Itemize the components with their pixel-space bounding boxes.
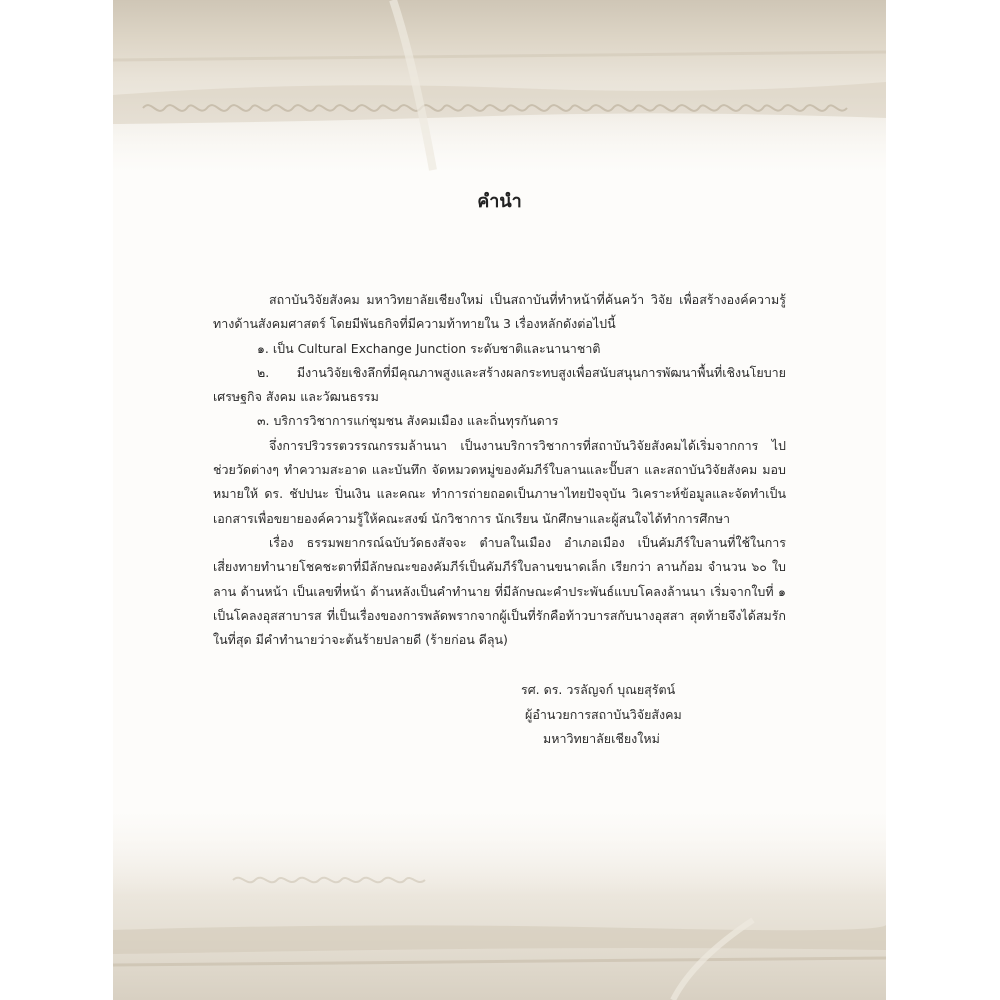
document-page (113, 0, 886, 1000)
palm-leaf-manuscript-footer-image (113, 810, 886, 1000)
foreword-body (213, 288, 786, 652)
mission-item-1: ๑. เป็น Cultural Exchange Junction ระดับชาติและนานาชาติ (257, 340, 601, 356)
signature-block (521, 678, 682, 752)
page-title: คำนำ (477, 191, 522, 212)
project-paragraph: จึ่งการปริวรรตวรรณกรรมล้านนา เป็นงานบริการวิชาการที่สถาบันวิจัยสังคมได้เริ่มจากการ ไปช่วยวัดต่างๆ ทำความสะอาด และบันทึก จัดหมวดหมู่ของคัมภีร์ใบลานและปั๊บสา และสถาบันวิจัยสังคม มอบหมายให้ ดร. ชัปปนะ ปิ่นเงิน และคณะ ทำการถ่ายถอดเป็นภาษาไทยปัจจุบัน วิเคราะห์ข้อมูลและจัดทำเป็นเอกสารเพื่อขยายองค์ความรู้ให้คณะสงฆ์ นักวิชาการ นักเรียน นักศึกษาและผู้สนใจได้ทำการศึกษา (213, 437, 786, 526)
signer-position: ผู้อำนวยการสถาบันวิจัยสังคม (525, 706, 682, 722)
mission-item-3: ๓. บริการวิชาการแก่ชุมชน สังคมเมือง และถิ่นทุรกันดาร (257, 413, 559, 429)
signer-organization: มหาวิทยาลัยเชียงใหม่ (543, 731, 660, 746)
intro-paragraph: สถาบันวิจัยสังคม มหาวิทยาลัยเชียงใหม่ เป็นสถาบันที่ทำหน้าที่ค้นคว้า วิจัย เพื่อสร้างองค์ความรู้ทางด้านสังคมศาสตร์ โดยมีพันธกิจที่มีความท้าทายใน 3 เรื่องหลักดังต่อไปนี้ (213, 292, 786, 332)
signer-name: รศ. ดร. วรลัญจก์ บุณยสุรัตน์ (521, 682, 676, 697)
manuscript-texture (113, 810, 886, 1000)
mission-item-2: ๒. มีงานวิจัยเชิงลึกที่มีคุณภาพสูงและสร้างผลกระทบสูงเพื่อสนับสนุนการพัฒนาพื้นที่เชิงนโยบาย เศรษฐกิจ สังคม และวัฒนธรรม (213, 364, 786, 405)
manuscript-texture (113, 0, 886, 175)
palm-leaf-manuscript-header-image (113, 0, 886, 175)
story-paragraph: เรื่อง ธรรมพยากรณ์ฉบับวัดธงสัจจะ ตำบลในเมือง อำเภอเมือง เป็นคัมภีร์ใบลานที่ใช้ในการเสี่ยงทายทำนายโชคชะตาที่มีลักษณะของคัมภีร์เป็นคัมภีร์ใบลานขนาดเล็ก เรียกว่า ลานก้อม จำนวน ๖๐ ใบลาน ด้านหน้า เป็นเลขที่หน้า ด้านหลังเป็นคำทำนาย ที่มีลักษณะคำประพันธ์แบบโคลงล้านนา เริ่มจากใบที่ ๑ เป็นโคลงอุสสาบารส ที่เป็นเรื่องของการพลัดพรากจากผู้เป็นที่รักคือท้าวบารสกับนางอุสสา สุดท้ายจึงได้สมรักในที่สุด มีคำทำนายว่าจะต้นร้ายปลายดี (ร้ายก่อน ดีลุน) (213, 534, 786, 648)
